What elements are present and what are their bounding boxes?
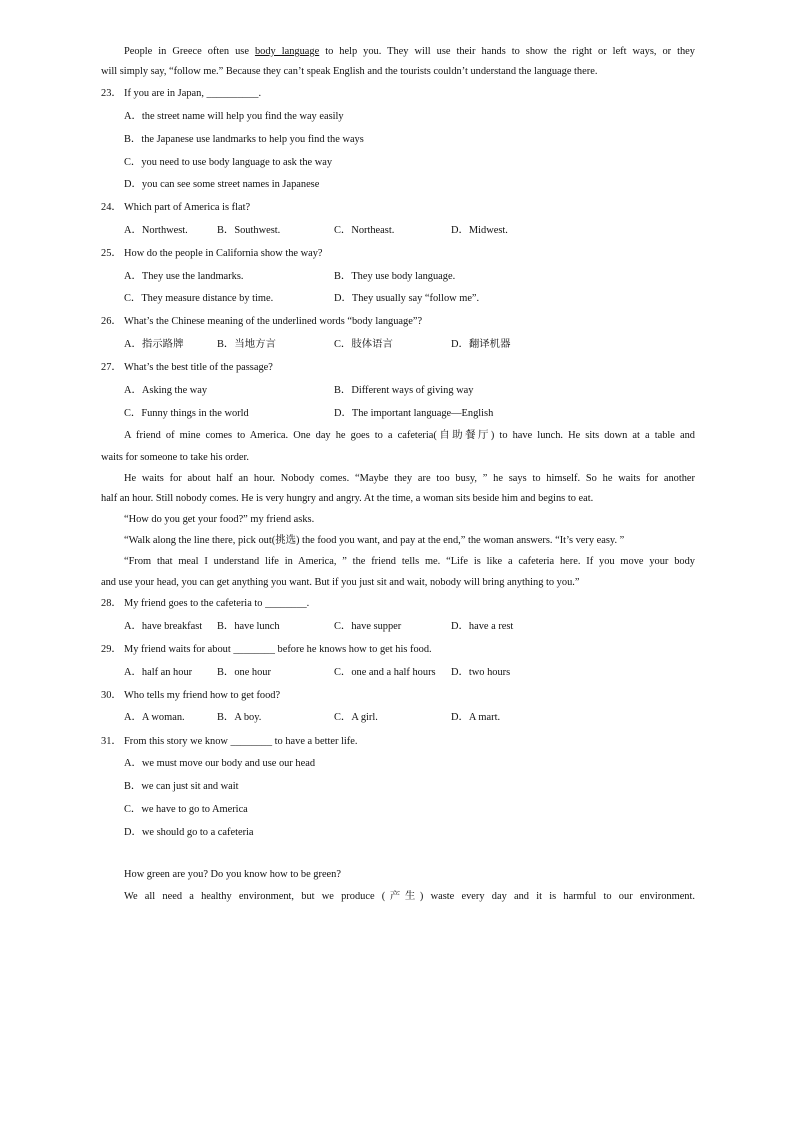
passage1-line1: People in Greece often use body language to help you. They will use their hands to show the right or left ways, or they bbox=[124, 46, 695, 57]
q28-option-b: B．have lunch bbox=[217, 621, 280, 632]
q25-option-c: C．They measure distance by time. bbox=[124, 293, 274, 304]
q26-option-b: B．当地方言 bbox=[217, 339, 276, 350]
question-23: 23． If you are in Japan, __________. bbox=[101, 88, 262, 99]
q24-option-b: B．Southwest. bbox=[217, 225, 281, 236]
q24-option-d: D．Midwest. bbox=[451, 225, 508, 236]
question-28: 28． My friend goes to the cafeteria to ________. bbox=[101, 598, 310, 609]
q25-option-d: D．They usually say “follow me”. bbox=[334, 293, 480, 304]
question-31: 31． From this story we know ________ to have a better life. bbox=[101, 736, 358, 747]
q27-option-b: B．Different ways of giving way bbox=[334, 385, 474, 396]
q31-option-c: C．we have to go to America bbox=[124, 804, 248, 815]
q29-option-c: C．one and a half hours bbox=[334, 667, 436, 678]
passage2-line7: “From that meal I understand life in America, ” the friend tells me. “Life is like a cafeteria here. If you move your body bbox=[124, 556, 695, 567]
q25-option-a: A．They use the landmarks. bbox=[124, 271, 244, 282]
q28-option-c: C．have supper bbox=[334, 621, 402, 632]
passage2-line6: “Walk along the line there, pick out(挑选) the food you want, and pay at the end,” the woman answers. “It’s very easy. ” bbox=[124, 535, 625, 546]
passage2-line4: half an hour. Still nobody comes. He is very hungry and angry. At the time, a woman sits beside him and begins to eat. bbox=[101, 493, 594, 504]
passage3-line1: How green are you? Do you know how to be green? bbox=[124, 869, 341, 880]
q29-option-b: B．one hour bbox=[217, 667, 271, 678]
q30-option-b: B．A boy. bbox=[217, 712, 262, 723]
passage2-line2: waits for someone to take his order. bbox=[101, 452, 250, 463]
q28-option-a: A．have breakfast bbox=[124, 621, 203, 632]
q23-option-c: C．you need to use body language to ask the way bbox=[124, 157, 333, 168]
q28-option-d: D．have a rest bbox=[451, 621, 514, 632]
q29-option-d: D．two hours bbox=[451, 667, 511, 678]
q23-option-d: D．you can see some street names in Japanese bbox=[124, 179, 320, 190]
passage1-line2: will simply say, “follow me.” Because they can’t speak English and the tourists couldn’t understand the language there. bbox=[101, 66, 598, 77]
q27-option-d: D．The important language—English bbox=[334, 408, 494, 419]
passage2-line5: “How do you get your food?” my friend asks. bbox=[124, 514, 315, 525]
q26-option-c: C．肢体语言 bbox=[334, 339, 393, 350]
question-29: 29． My friend waits for about ________ before he knows how to get his food. bbox=[101, 644, 432, 655]
q31-option-b: B．we can just sit and wait bbox=[124, 781, 239, 792]
q29-option-a: A．half an hour bbox=[124, 667, 193, 678]
q26-option-d: D．翻译机器 bbox=[451, 339, 511, 350]
passage2-line8: and use your head, you can get anything you want. But if you just sit and wait, nobody will bring anything to you.” bbox=[101, 577, 580, 588]
question-27: 27． What’s the best title of the passage? bbox=[101, 362, 273, 373]
passage3-line2: We all need a healthy environment, but we produce (产生) waste every day and it is harmful to our environment. bbox=[124, 891, 695, 902]
q31-option-d: D．we should go to a cafeteria bbox=[124, 827, 254, 838]
q23-option-a: A．the street name will help you find the way easily bbox=[124, 111, 344, 122]
q27-option-a: A．Asking the way bbox=[124, 385, 208, 396]
question-24: 24． Which part of America is flat? bbox=[101, 202, 251, 213]
q23-option-b: B．the Japanese use landmarks to help you find the ways bbox=[124, 134, 364, 145]
underlined-body-language: body language bbox=[254, 46, 320, 57]
q27-option-c: C．Funny things in the world bbox=[124, 408, 249, 419]
question-26: 26． What’s the Chinese meaning of the underlined words “body language”? bbox=[101, 316, 423, 327]
q31-option-a: A．we must move our body and use our head bbox=[124, 758, 316, 769]
q30-option-d: D．A mart. bbox=[451, 712, 501, 723]
q25-option-b: B．They use body language. bbox=[334, 271, 456, 282]
question-25: 25． How do the people in California show the way? bbox=[101, 248, 323, 259]
q30-option-a: A．A woman. bbox=[124, 712, 185, 723]
q30-option-c: C．A girl. bbox=[334, 712, 378, 723]
passage2-line3: He waits for about half an hour. Nobody comes. “Maybe they are too busy, ” he says to himself. So he waits for another bbox=[124, 473, 695, 484]
q24-option-a: A．Northwest. bbox=[124, 225, 188, 236]
question-30: 30． Who tells my friend how to get food? bbox=[101, 690, 281, 701]
q26-option-a: A．指示路牌 bbox=[124, 339, 184, 350]
passage2-line1: A friend of mine comes to America. One day he goes to a cafeteria(自助餐厅) to have lunch. He sits down at a table and bbox=[124, 430, 695, 441]
q24-option-c: C．Northeast. bbox=[334, 225, 395, 236]
